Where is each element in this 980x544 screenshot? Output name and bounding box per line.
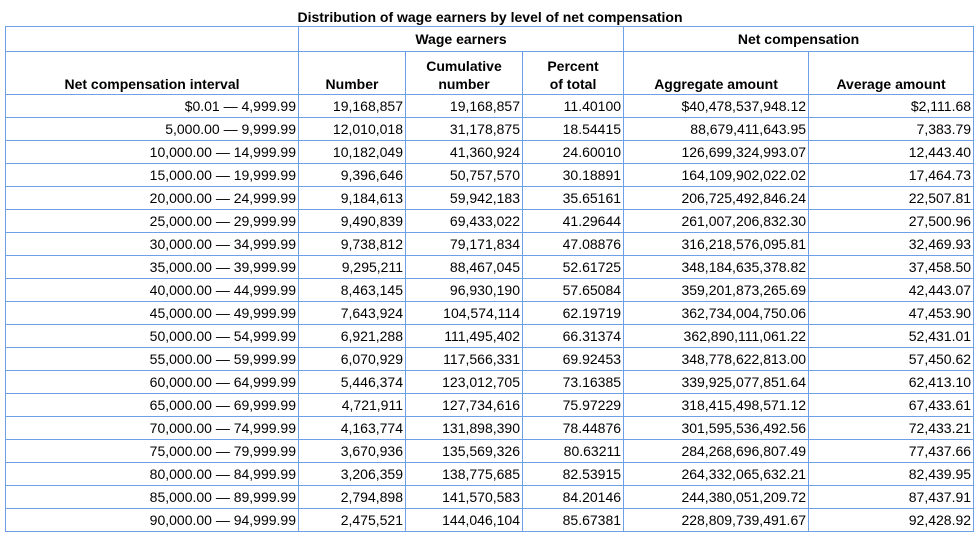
cell-average: 17,464.73 <box>809 164 974 187</box>
cell-interval: 70,000.00 — 74,999.99 <box>6 417 299 440</box>
cell-aggregate: 348,184,635,378.82 <box>624 256 809 279</box>
cell-average: 7,383.79 <box>809 118 974 141</box>
cell-percent: 80.63211 <box>523 440 624 463</box>
cell-aggregate: 228,809,739,491.67 <box>624 509 809 532</box>
column-header-percent-line1: Percent <box>547 58 599 74</box>
cell-number: 9,295,211 <box>299 256 406 279</box>
cell-cumulative: 88,467,045 <box>406 256 523 279</box>
cell-percent: 57.65084 <box>523 279 624 302</box>
cell-number: 6,921,288 <box>299 325 406 348</box>
table-row <box>6 210 974 233</box>
cell-percent: 35.65161 <box>523 187 624 210</box>
cell-aggregate: 284,268,696,807.49 <box>624 440 809 463</box>
cell-interval: $0.01 — 4,999.99 <box>6 95 299 118</box>
cell-interval: 80,000.00 — 84,999.99 <box>6 463 299 486</box>
table-row <box>6 187 974 210</box>
cell-number: 2,475,521 <box>299 509 406 532</box>
cell-cumulative: 69,433,022 <box>406 210 523 233</box>
cell-average: 52,431.01 <box>809 325 974 348</box>
cell-average: $2,111.68 <box>809 95 974 118</box>
table-row <box>6 164 974 187</box>
cell-aggregate: 126,699,324,993.07 <box>624 141 809 164</box>
cell-aggregate: $40,478,537,948.12 <box>624 95 809 118</box>
cell-aggregate: 301,595,536,492.56 <box>624 417 809 440</box>
cell-percent: 18.54415 <box>523 118 624 141</box>
column-header-average: Average amount <box>809 52 974 95</box>
cell-average: 32,469.93 <box>809 233 974 256</box>
cell-aggregate: 318,415,498,571.12 <box>624 394 809 417</box>
cell-average: 12,443.40 <box>809 141 974 164</box>
table-row <box>6 371 974 394</box>
cell-number: 9,184,613 <box>299 187 406 210</box>
cell-percent: 24.60010 <box>523 141 624 164</box>
table-row <box>6 279 974 302</box>
table-row <box>6 463 974 486</box>
cell-cumulative: 104,574,114 <box>406 302 523 325</box>
group-header-wage-earners: Wage earners <box>299 27 624 52</box>
table-row <box>6 394 974 417</box>
cell-interval: 55,000.00 — 59,999.99 <box>6 348 299 371</box>
table-row <box>6 302 974 325</box>
table-row <box>6 417 974 440</box>
cell-interval: 20,000.00 — 24,999.99 <box>6 187 299 210</box>
cell-interval: 15,000.00 — 19,999.99 <box>6 164 299 187</box>
cell-percent: 47.08876 <box>523 233 624 256</box>
table-row <box>6 486 974 509</box>
cell-average: 62,413.10 <box>809 371 974 394</box>
cell-number: 3,670,936 <box>299 440 406 463</box>
cell-cumulative: 41,360,924 <box>406 141 523 164</box>
cell-number: 7,643,924 <box>299 302 406 325</box>
table-row <box>6 440 974 463</box>
cell-aggregate: 264,332,065,632.21 <box>624 463 809 486</box>
table-row <box>6 256 974 279</box>
cell-interval: 60,000.00 — 64,999.99 <box>6 371 299 394</box>
table-title: Distribution of wage earners by level of net compensation <box>297 9 683 25</box>
cell-interval: 85,000.00 — 89,999.99 <box>6 486 299 509</box>
cell-number: 3,206,359 <box>299 463 406 486</box>
cell-interval: 40,000.00 — 44,999.99 <box>6 279 299 302</box>
table-row <box>6 118 974 141</box>
cell-cumulative: 135,569,326 <box>406 440 523 463</box>
cell-number: 2,794,898 <box>299 486 406 509</box>
cell-cumulative: 131,898,390 <box>406 417 523 440</box>
cell-interval: 45,000.00 — 49,999.99 <box>6 302 299 325</box>
cell-interval: 75,000.00 — 79,999.99 <box>6 440 299 463</box>
cell-average: 67,433.61 <box>809 394 974 417</box>
table-body <box>6 95 974 532</box>
cell-number: 5,446,374 <box>299 371 406 394</box>
cell-interval: 30,000.00 — 34,999.99 <box>6 233 299 256</box>
cell-cumulative: 96,930,190 <box>406 279 523 302</box>
cell-aggregate: 348,778,622,813.00 <box>624 348 809 371</box>
cell-interval: 10,000.00 — 14,999.99 <box>6 141 299 164</box>
column-header-cumulative-line1: Cumulative <box>426 58 502 74</box>
cell-cumulative: 123,012,705 <box>406 371 523 394</box>
cell-average: 47,453.90 <box>809 302 974 325</box>
cell-cumulative: 19,168,857 <box>406 95 523 118</box>
cell-number: 8,463,145 <box>299 279 406 302</box>
column-header-cumulative-line2: number <box>438 76 490 92</box>
cell-cumulative: 117,566,331 <box>406 348 523 371</box>
cell-percent: 66.31374 <box>523 325 624 348</box>
cell-percent: 69.92453 <box>523 348 624 371</box>
cell-cumulative: 50,757,570 <box>406 164 523 187</box>
cell-cumulative: 31,178,875 <box>406 118 523 141</box>
table-row <box>6 348 974 371</box>
cell-number: 9,490,839 <box>299 210 406 233</box>
cell-aggregate: 206,725,492,846.24 <box>624 187 809 210</box>
cell-number: 12,010,018 <box>299 118 406 141</box>
cell-percent: 84.20146 <box>523 486 624 509</box>
cell-number: 4,721,911 <box>299 394 406 417</box>
cell-cumulative: 111,495,402 <box>406 325 523 348</box>
cell-cumulative: 141,570,583 <box>406 486 523 509</box>
table-row <box>6 325 974 348</box>
cell-aggregate: 359,201,873,265.69 <box>624 279 809 302</box>
cell-number: 19,168,857 <box>299 95 406 118</box>
table-row <box>6 509 974 532</box>
column-header-number: Number <box>299 52 406 95</box>
cell-aggregate: 316,218,576,095.81 <box>624 233 809 256</box>
cell-interval: 35,000.00 — 39,999.99 <box>6 256 299 279</box>
cell-cumulative: 79,171,834 <box>406 233 523 256</box>
cell-number: 4,163,774 <box>299 417 406 440</box>
cell-average: 42,443.07 <box>809 279 974 302</box>
cell-aggregate: 261,007,206,832.30 <box>624 210 809 233</box>
cell-cumulative: 59,942,183 <box>406 187 523 210</box>
cell-aggregate: 88,679,411,643.95 <box>624 118 809 141</box>
cell-interval: 25,000.00 — 29,999.99 <box>6 210 299 233</box>
cell-average: 37,458.50 <box>809 256 974 279</box>
cell-average: 27,500.96 <box>809 210 974 233</box>
cell-percent: 82.53915 <box>523 463 624 486</box>
cell-aggregate: 164,109,902,022.02 <box>624 164 809 187</box>
cell-aggregate: 244,380,051,209.72 <box>624 486 809 509</box>
cell-average: 72,433.21 <box>809 417 974 440</box>
cell-interval: 50,000.00 — 54,999.99 <box>6 325 299 348</box>
column-header-aggregate: Aggregate amount <box>624 52 809 95</box>
empty-header-cell <box>6 27 299 52</box>
cell-percent: 11.40100 <box>523 95 624 118</box>
cell-average: 87,437.91 <box>809 486 974 509</box>
wage-distribution-table <box>5 26 974 532</box>
group-header-row <box>6 27 974 52</box>
cell-percent: 52.61725 <box>523 256 624 279</box>
cell-average: 22,507.81 <box>809 187 974 210</box>
cell-percent: 78.44876 <box>523 417 624 440</box>
cell-percent: 62.19719 <box>523 302 624 325</box>
column-header-percent <box>523 52 624 95</box>
cell-average: 92,428.92 <box>809 509 974 532</box>
cell-aggregate: 339,925,077,851.64 <box>624 371 809 394</box>
cell-percent: 85.67381 <box>523 509 624 532</box>
table-row <box>6 95 974 118</box>
cell-cumulative: 144,046,104 <box>406 509 523 532</box>
column-header-interval: Net compensation interval <box>6 52 299 95</box>
cell-percent: 30.18891 <box>523 164 624 187</box>
column-header-cumulative <box>406 52 523 95</box>
cell-cumulative: 138,775,685 <box>406 463 523 486</box>
cell-interval: 5,000.00 — 9,999.99 <box>6 118 299 141</box>
table-row <box>6 141 974 164</box>
cell-average: 57,450.62 <box>809 348 974 371</box>
cell-number: 9,396,646 <box>299 164 406 187</box>
cell-cumulative: 127,734,616 <box>406 394 523 417</box>
cell-percent: 41.29644 <box>523 210 624 233</box>
table-row <box>6 233 974 256</box>
cell-percent: 73.16385 <box>523 371 624 394</box>
cell-number: 6,070,929 <box>299 348 406 371</box>
cell-number: 9,738,812 <box>299 233 406 256</box>
cell-percent: 75.97229 <box>523 394 624 417</box>
group-header-net-compensation: Net compensation <box>624 27 974 52</box>
column-header-row <box>6 52 974 95</box>
cell-aggregate: 362,890,111,061.22 <box>624 325 809 348</box>
cell-number: 10,182,049 <box>299 141 406 164</box>
cell-aggregate: 362,734,004,750.06 <box>624 302 809 325</box>
cell-average: 77,437.66 <box>809 440 974 463</box>
cell-average: 82,439.95 <box>809 463 974 486</box>
cell-interval: 65,000.00 — 69,999.99 <box>6 394 299 417</box>
cell-interval: 90,000.00 — 94,999.99 <box>6 509 299 532</box>
column-header-percent-line2: of total <box>549 76 597 92</box>
